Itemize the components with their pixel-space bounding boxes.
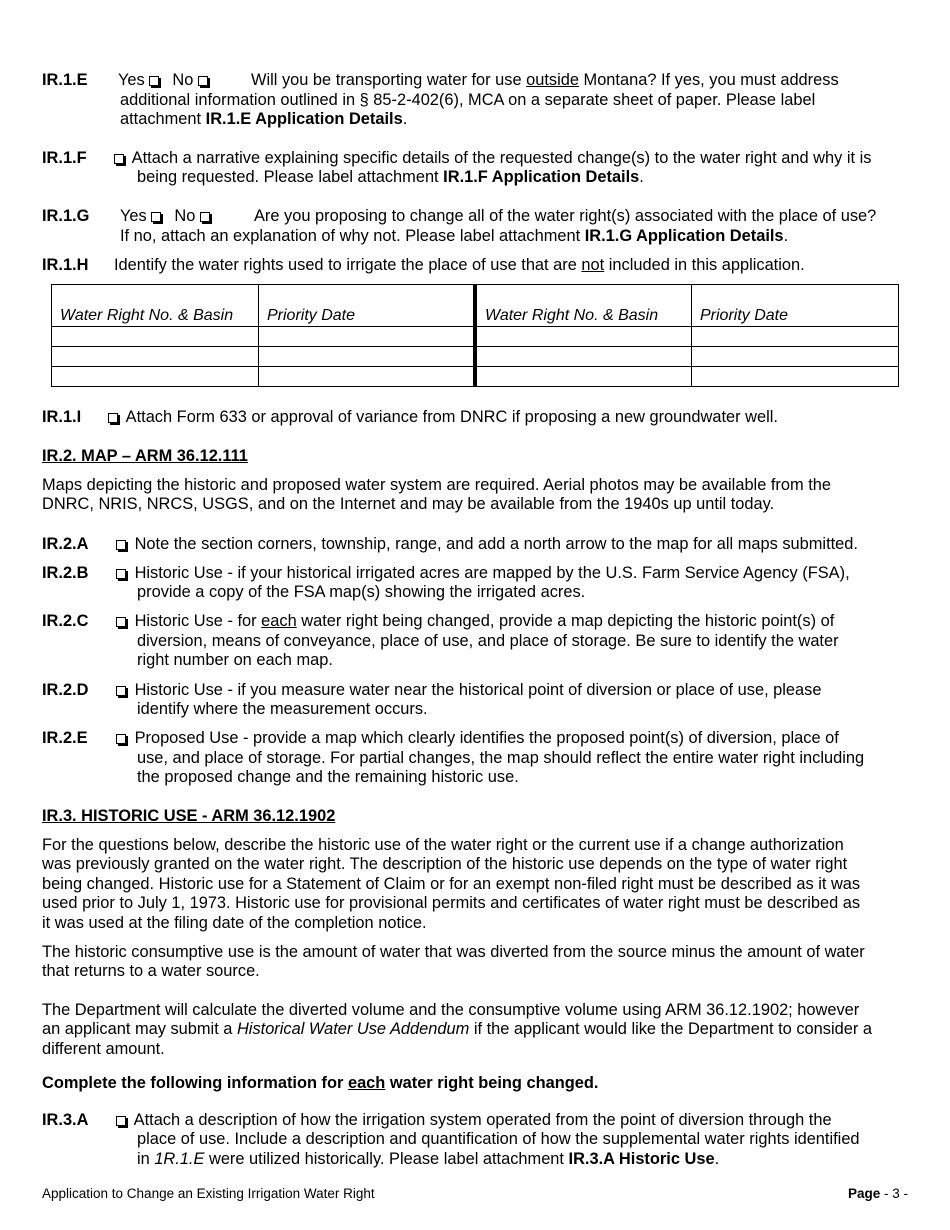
paragraph-text: used prior to July 1, 1973. Historic use for provisional permits and certificates of water right must be described as	[42, 894, 861, 912]
page-number: Page - 3 -	[847, 1186, 908, 1201]
paragraph-text: For the questions below, describe the historic use of the water right or the current use if a change authorization	[42, 836, 844, 854]
item-code: IR.2.D	[42, 681, 89, 699]
header-priority-date: Priority Date	[259, 285, 476, 327]
item-code: IR.2.A	[42, 535, 89, 553]
item-text: diversion, means of conveyance, place of use, and place of storage. Be sure to identify the water	[137, 632, 839, 650]
paragraph-text: that returns to a water source.	[42, 962, 260, 980]
checkbox[interactable]	[116, 734, 126, 744]
table-cell[interactable]	[692, 367, 899, 387]
checkbox-item: Attach Form 633 or approval of variance from DNRC if proposing a new groundwater well.	[108, 407, 778, 427]
table-cell[interactable]	[475, 367, 692, 387]
question-text: attachment IR.1.E Application Details.	[120, 110, 408, 128]
item-text: place of use. Include a description and quantification of how the supplemental water rights identified	[137, 1130, 860, 1148]
item-text: right number on each map.	[137, 651, 333, 669]
question-text: additional information outlined in § 85-2-402(6), MCA on a separate sheet of paper. Please label	[120, 91, 816, 109]
checkbox-item: Historic Use - if your historical irrigated acres are mapped by the U.S. Farm Service Agency (FSA),	[116, 563, 850, 583]
checkbox-item: Attach a narrative explaining specific details of the requested change(s) to the water right and why it is	[114, 148, 871, 168]
no-label: No	[172, 71, 194, 89]
table-row	[52, 347, 899, 367]
no-checkbox[interactable]	[198, 76, 208, 86]
checkbox[interactable]	[116, 686, 126, 696]
item-text: Identify the water rights used to irrigate the place of use that are not included in this application.	[114, 256, 805, 274]
table-cell[interactable]	[475, 347, 692, 367]
checkbox[interactable]	[116, 569, 126, 579]
table-cell[interactable]	[52, 367, 259, 387]
checkbox-item: Note the section corners, township, range, and add a north arrow to the map for all maps submitted.	[116, 534, 858, 554]
item-code: IR.1.F	[42, 149, 87, 167]
yes-label: Yes	[120, 207, 147, 225]
checkbox-item: Proposed Use - provide a map which clearly identifies the proposed point(s) of diversion, place of	[116, 728, 839, 748]
water-rights-table	[51, 284, 899, 387]
table-cell[interactable]	[259, 347, 476, 367]
item-text: use, and place of storage. For partial changes, the map should reflect the entire water right including	[137, 749, 865, 767]
footer-title: Application to Change an Existing Irrigation Water Right	[42, 1186, 375, 1201]
paragraph-text: different amount.	[42, 1040, 165, 1058]
paragraph-text: it was used at the filing date of the completion notice.	[42, 914, 427, 932]
checkbox[interactable]	[114, 154, 124, 164]
no-checkbox[interactable]	[200, 212, 210, 222]
section-heading: IR.3. HISTORIC USE - ARM 36.12.1902	[42, 807, 336, 825]
yes-no-options	[118, 70, 212, 90]
checkbox[interactable]	[116, 617, 126, 627]
yes-checkbox[interactable]	[149, 76, 159, 86]
table-row	[52, 367, 899, 387]
header-priority-date: Priority Date	[692, 285, 899, 327]
header-water-right: Water Right No. & Basin	[475, 285, 692, 327]
question-text: Are you proposing to change all of the water right(s) associated with the place of use?	[254, 207, 877, 225]
checkbox-item: Attach a description of how the irrigation system operated from the point of diversion through the	[116, 1110, 832, 1130]
item-code: IR.2.E	[42, 729, 88, 747]
checkbox-item: Historic Use - if you measure water near the historical point of diversion or place of use, please	[116, 680, 821, 700]
question-text: Will you be transporting water for use outside Montana? If yes, you must address	[251, 71, 839, 89]
header-water-right: Water Right No. & Basin	[52, 285, 259, 327]
section-heading: IR.2. MAP – ARM 36.12.111	[42, 447, 248, 465]
yes-checkbox[interactable]	[151, 212, 161, 222]
question-text: If no, attach an explanation of why not. Please label attachment IR.1.G Application Details.	[120, 227, 789, 245]
paragraph-text: Maps depicting the historic and proposed water system are required. Aerial photos may be available from the	[42, 476, 831, 494]
item-code: IR.2.C	[42, 612, 89, 630]
table-cell[interactable]	[52, 327, 259, 347]
item-code: IR.1.I	[42, 408, 82, 426]
item-text: identify where the measurement occurs.	[137, 700, 428, 718]
table-cell[interactable]	[259, 367, 476, 387]
table-row	[52, 327, 899, 347]
checkbox[interactable]	[116, 1116, 126, 1126]
paragraph-text: was previously granted on the water right. The description of the historic use depends on the type of water right	[42, 855, 848, 873]
paragraph-text: The historic consumptive use is the amount of water that was diverted from the source minus the amount of water	[42, 943, 865, 961]
item-code: IR.1.H	[42, 256, 89, 274]
item-text: being requested. Please label attachment IR.1.F Application Details.	[137, 168, 644, 186]
item-text: in 1R.1.E were utilized historically. Please label attachment IR.3.A Historic Use.	[137, 1150, 720, 1168]
paragraph-text: being changed. Historic use for a Statement of Claim or for an exempt non-filed right must be described as it was	[42, 875, 861, 893]
item-text: provide a copy of the FSA map(s) showing the irrigated acres.	[137, 583, 586, 601]
yes-no-options	[120, 206, 214, 226]
no-label: No	[174, 207, 196, 225]
table-cell[interactable]	[52, 347, 259, 367]
item-code: IR.1.E	[42, 71, 88, 89]
paragraph-text: an applicant may submit a Historical Water Use Addendum if the applicant would like the Department to consider a	[42, 1020, 872, 1038]
yes-label: Yes	[118, 71, 145, 89]
paragraph-text: DNRC, NRIS, NRCS, USGS, and on the Internet and may be available from the 1940s up until today.	[42, 495, 775, 513]
instruction-text: Complete the following information for each water right being changed.	[42, 1074, 599, 1092]
table-cell[interactable]	[475, 327, 692, 347]
item-code: IR.2.B	[42, 564, 89, 582]
table-cell[interactable]	[692, 347, 899, 367]
paragraph-text: The Department will calculate the diverted volume and the consumptive volume using ARM 36.12.1902; however	[42, 1001, 860, 1019]
table-cell[interactable]	[692, 327, 899, 347]
checkbox-item: Historic Use - for each water right being changed, provide a map depicting the historic point(s) of	[116, 611, 834, 631]
item-code: IR.3.A	[42, 1111, 89, 1129]
table-cell[interactable]	[259, 327, 476, 347]
checkbox[interactable]	[108, 413, 118, 423]
checkbox[interactable]	[116, 540, 126, 550]
table-header-row	[52, 285, 899, 327]
item-code: IR.1.G	[42, 207, 90, 225]
item-text: the proposed change and the remaining historic use.	[137, 768, 519, 786]
